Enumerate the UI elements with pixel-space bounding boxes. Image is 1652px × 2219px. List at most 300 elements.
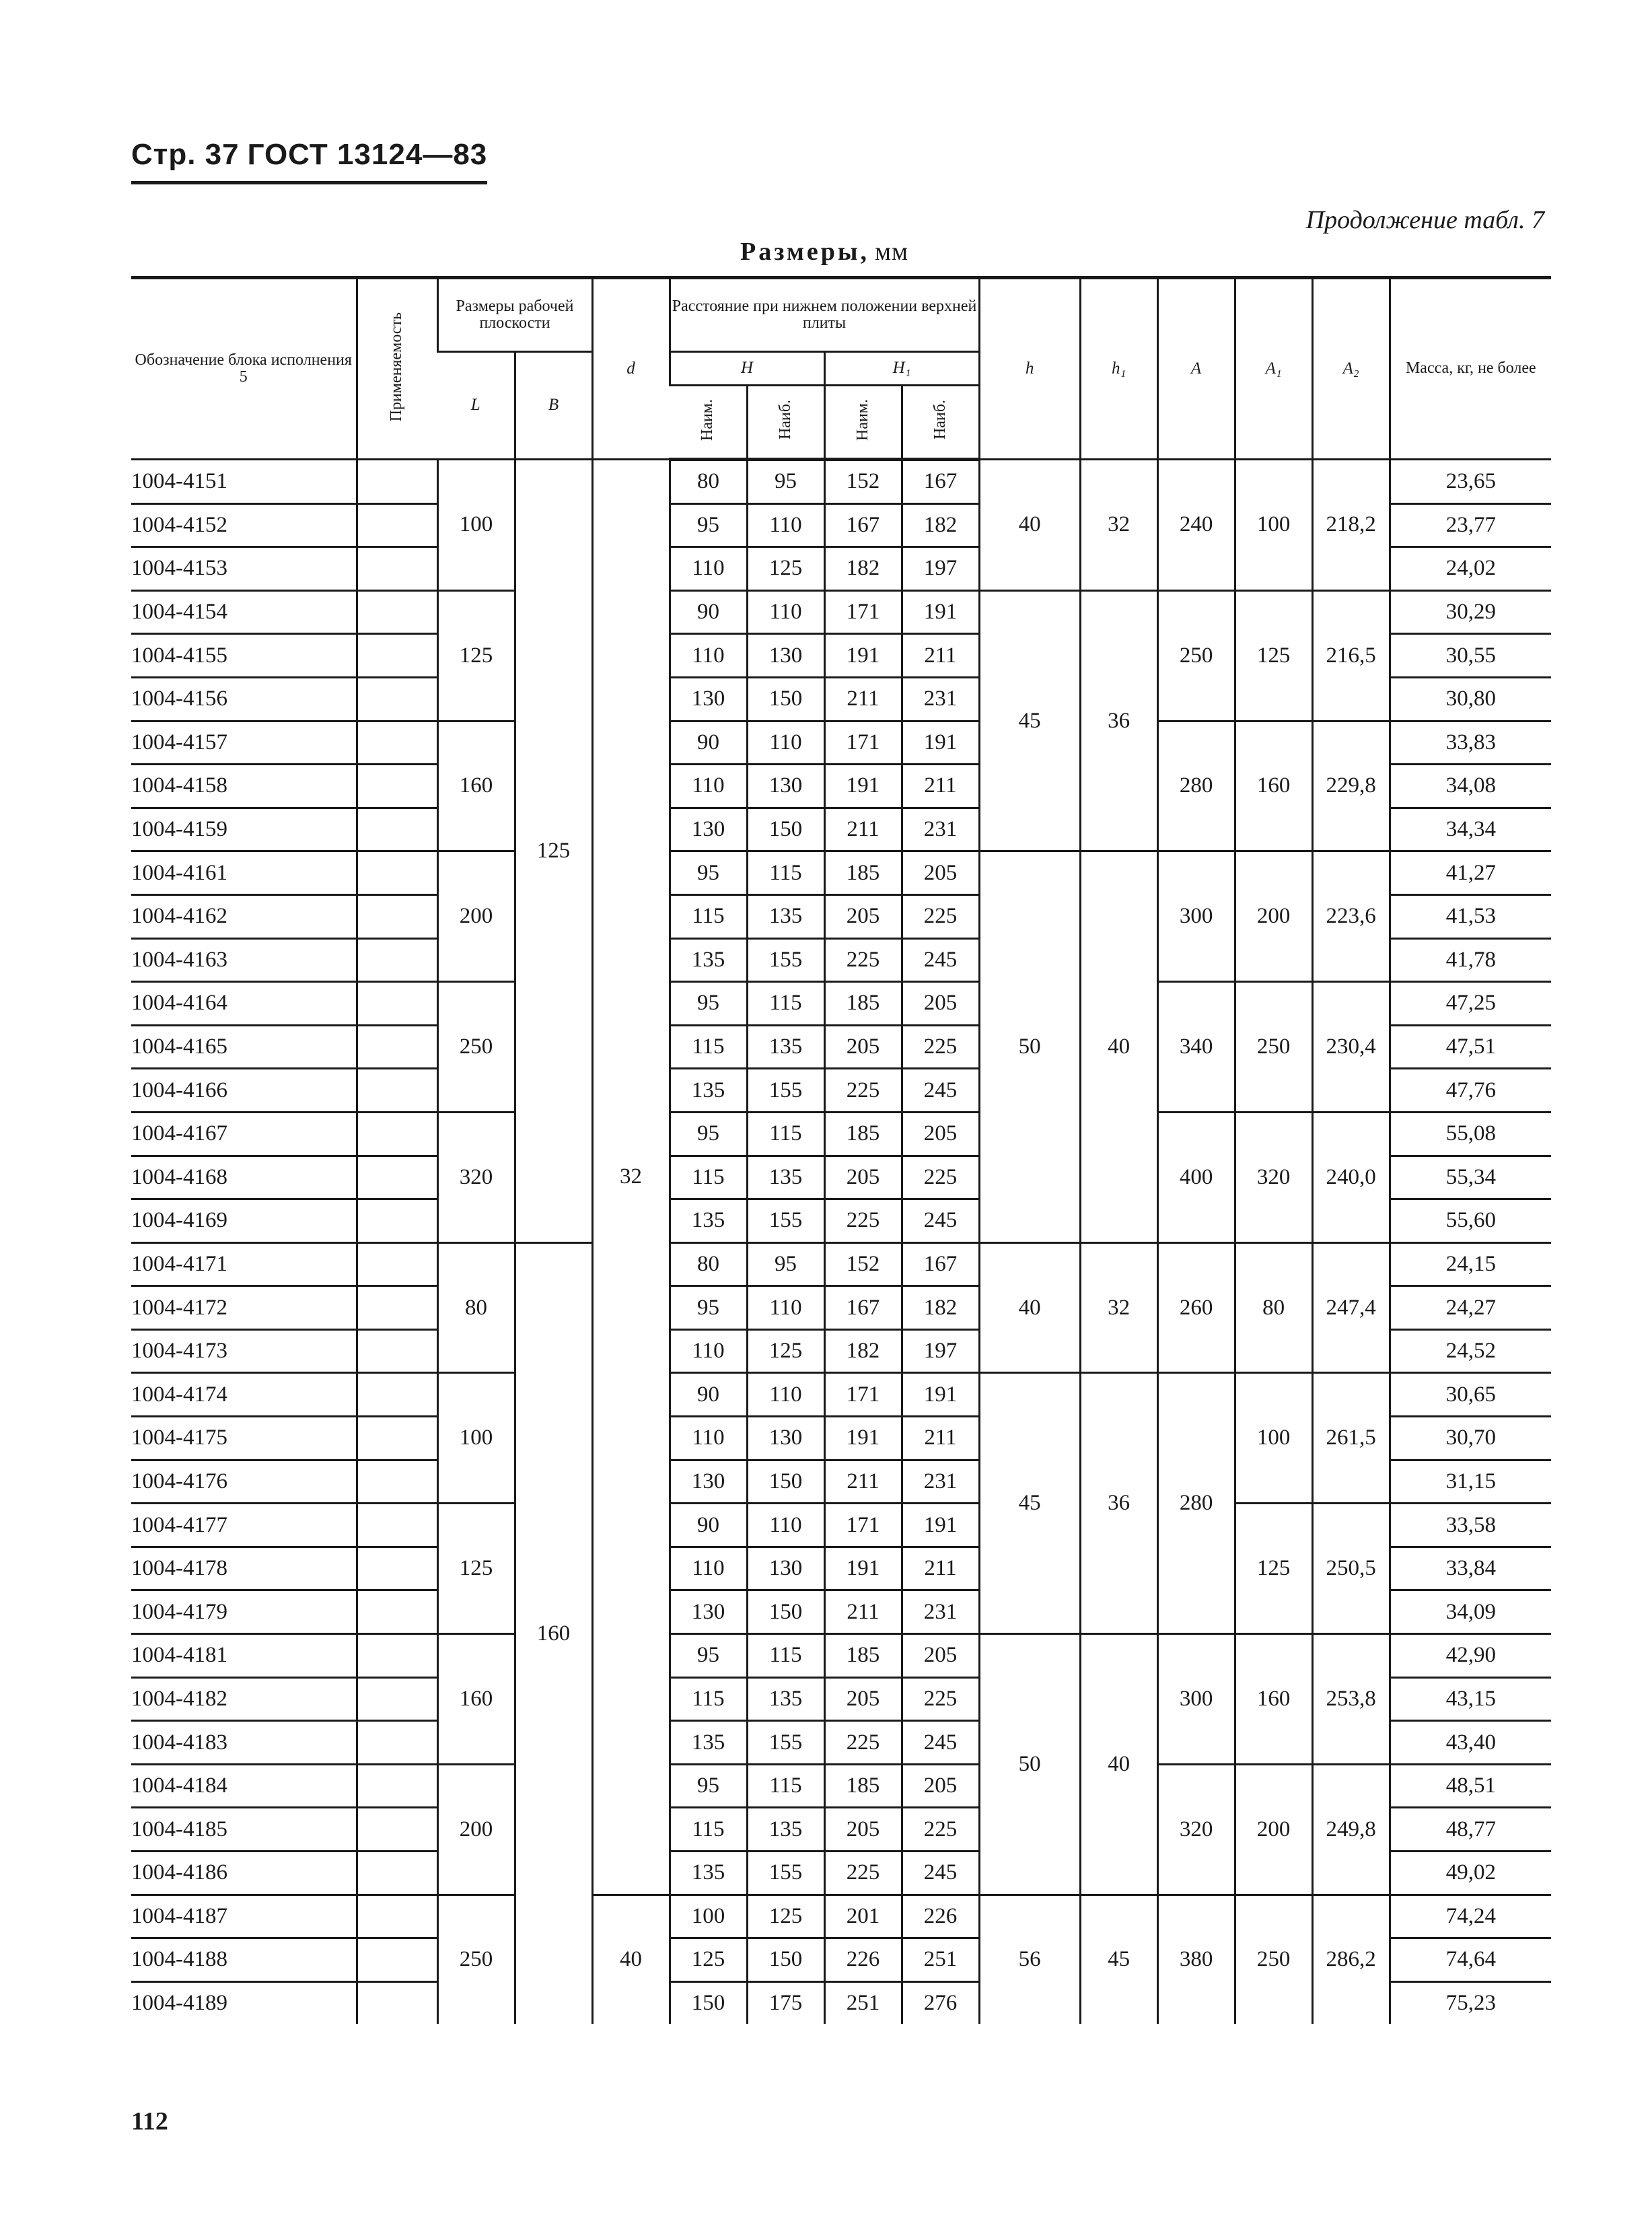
header-h1: h₁ <box>1080 278 1157 460</box>
header-L: L <box>437 352 515 460</box>
H-min-cell: 135 <box>670 1852 747 1895</box>
mass-cell: 74,64 <box>1390 1938 1551 1982</box>
designation-cell: 1004-4187 <box>131 1895 357 1938</box>
mass-cell: 55,34 <box>1390 1156 1551 1199</box>
H-max-cell: 95 <box>747 460 824 504</box>
mass-cell: 34,09 <box>1390 1590 1551 1634</box>
header-designation: Обозначение блока исполнения 5 <box>131 278 357 460</box>
designation-cell: 1004-4176 <box>131 1460 357 1504</box>
h1-cell: 36 <box>1080 1373 1157 1634</box>
mass-cell: 41,78 <box>1390 938 1551 982</box>
mass-cell: 34,34 <box>1390 808 1551 851</box>
mass-cell: 42,90 <box>1390 1634 1551 1678</box>
H1-max-cell: 245 <box>902 1069 979 1113</box>
H1-max-cell: 191 <box>902 590 979 634</box>
designation-cell: 1004-4181 <box>131 1634 357 1678</box>
page-header-prefix: Стр. 37 <box>131 138 240 171</box>
mass-cell: 30,80 <box>1390 677 1551 721</box>
applicability-cell <box>357 1547 437 1590</box>
H-max-cell: 110 <box>747 503 824 547</box>
designation-cell: 1004-4156 <box>131 677 357 721</box>
designation-cell: 1004-4165 <box>131 1025 357 1069</box>
designation-cell: 1004-4162 <box>131 894 357 938</box>
applicability-cell <box>357 938 437 982</box>
H-max-cell: 155 <box>747 1069 824 1113</box>
applicability-cell <box>357 1852 437 1895</box>
mass-cell: 41,27 <box>1390 851 1551 895</box>
H-min-cell: 110 <box>670 1329 747 1373</box>
H1-min-cell: 167 <box>824 503 902 547</box>
table-row <box>131 590 1551 634</box>
H1-max-cell: 211 <box>902 765 979 808</box>
L-cell: 160 <box>437 1634 515 1765</box>
applicability-cell <box>357 1156 437 1199</box>
designation-cell: 1004-4186 <box>131 1852 357 1895</box>
mass-cell: 23,65 <box>1390 460 1551 504</box>
mass-cell: 24,15 <box>1390 1242 1551 1286</box>
H-min-cell: 95 <box>670 982 747 1026</box>
A-cell: 400 <box>1157 1112 1235 1242</box>
H-min-cell: 125 <box>670 1938 747 1982</box>
A-cell: 240 <box>1157 460 1235 591</box>
H1-min-cell: 225 <box>824 1852 902 1895</box>
H1-max-cell: 225 <box>902 1808 979 1852</box>
L-cell: 160 <box>437 721 515 851</box>
H-min-cell: 150 <box>670 1981 747 2024</box>
A-cell: 300 <box>1157 1634 1235 1765</box>
H-max-cell: 110 <box>747 1373 824 1417</box>
A-cell: 320 <box>1157 1764 1235 1895</box>
mass-cell: 41,53 <box>1390 894 1551 938</box>
H1-min-cell: 211 <box>824 808 902 851</box>
H1-max-cell: 231 <box>902 677 979 721</box>
applicability-cell <box>357 677 437 721</box>
A2-cell: 230,4 <box>1312 982 1390 1113</box>
designation-cell: 1004-4172 <box>131 1286 357 1330</box>
designation-cell: 1004-4166 <box>131 1069 357 1113</box>
A1-cell: 100 <box>1235 460 1312 591</box>
H1-min-cell: 185 <box>824 982 902 1026</box>
header-distance: Расстояние при нижнем положении верхней плиты <box>670 278 979 352</box>
applicability-cell <box>357 1721 437 1765</box>
L-cell: 125 <box>437 590 515 721</box>
A1-cell: 250 <box>1235 1895 1312 2024</box>
H1-max-cell: 225 <box>902 1156 979 1199</box>
applicability-cell <box>357 1199 437 1243</box>
mass-cell: 30,70 <box>1390 1417 1551 1460</box>
applicability-cell <box>357 1242 437 1286</box>
A2-cell: 286,2 <box>1312 1895 1390 2024</box>
header-H1-max <box>902 386 979 460</box>
H-max-cell: 155 <box>747 1852 824 1895</box>
designation-cell: 1004-4188 <box>131 1938 357 1982</box>
H-min-cell: 115 <box>670 1808 747 1852</box>
mass-cell: 47,76 <box>1390 1069 1551 1113</box>
A-cell: 340 <box>1157 982 1235 1113</box>
A-cell: 280 <box>1157 1373 1235 1634</box>
header-H1-max-text: Наиб. <box>931 400 949 440</box>
H1-max-cell: 182 <box>902 1286 979 1330</box>
H-min-cell: 80 <box>670 460 747 504</box>
H1-min-cell: 225 <box>824 1721 902 1765</box>
h1-cell: 45 <box>1080 1895 1157 2024</box>
applicability-cell <box>357 1590 437 1634</box>
H1-min-cell: 191 <box>824 765 902 808</box>
A1-cell: 125 <box>1235 1504 1312 1634</box>
applicability-cell <box>357 1938 437 1982</box>
L-cell: 250 <box>437 1895 515 2024</box>
header-A1: A₁ <box>1235 278 1312 460</box>
designation-cell: 1004-4173 <box>131 1329 357 1373</box>
H-max-cell: 155 <box>747 1721 824 1765</box>
A1-cell: 200 <box>1235 851 1312 982</box>
H1-max-cell: 245 <box>902 938 979 982</box>
L-cell: 80 <box>437 1242 515 1373</box>
units-mm: мм <box>875 238 909 266</box>
H1-min-cell: 167 <box>824 1286 902 1330</box>
applicability-cell <box>357 982 437 1026</box>
A-cell: 380 <box>1157 1895 1235 2024</box>
A1-cell: 80 <box>1235 1242 1312 1373</box>
H-max-cell: 115 <box>747 982 824 1026</box>
H1-min-cell: 171 <box>824 1373 902 1417</box>
applicability-cell <box>357 808 437 851</box>
H1-min-cell: 185 <box>824 1764 902 1808</box>
A1-cell: 250 <box>1235 982 1312 1113</box>
h1-cell: 36 <box>1080 590 1157 851</box>
designation-cell: 1004-4158 <box>131 765 357 808</box>
H-max-cell: 135 <box>747 1156 824 1199</box>
h-cell: 45 <box>979 590 1080 851</box>
h-cell: 50 <box>979 1634 1080 1895</box>
designation-cell: 1004-4154 <box>131 590 357 634</box>
H1-min-cell: 205 <box>824 894 902 938</box>
H-min-cell: 110 <box>670 634 747 678</box>
H-min-cell: 135 <box>670 1721 747 1765</box>
A2-cell: 223,6 <box>1312 851 1390 982</box>
H1-min-cell: 185 <box>824 1112 902 1156</box>
H-max-cell: 110 <box>747 721 824 765</box>
A2-cell: 218,2 <box>1312 460 1390 591</box>
applicability-cell <box>357 1025 437 1069</box>
header-A: A <box>1157 278 1235 460</box>
H-max-cell: 115 <box>747 1112 824 1156</box>
mass-cell: 33,83 <box>1390 721 1551 765</box>
standard-number: ГОСТ 13124—83 <box>247 138 488 171</box>
A1-cell: 200 <box>1235 1764 1312 1895</box>
designation-cell: 1004-4153 <box>131 547 357 591</box>
designation-cell: 1004-4161 <box>131 851 357 895</box>
header-h: h <box>979 278 1080 460</box>
H-min-cell: 90 <box>670 1373 747 1417</box>
mass-cell: 49,02 <box>1390 1852 1551 1895</box>
H-max-cell: 155 <box>747 1199 824 1243</box>
header-H1-min-text: Наим. <box>853 398 871 441</box>
designation-cell: 1004-4169 <box>131 1199 357 1243</box>
applicability-cell <box>357 503 437 547</box>
H-min-cell: 135 <box>670 1069 747 1113</box>
designation-cell: 1004-4177 <box>131 1504 357 1547</box>
h-cell: 56 <box>979 1895 1080 2024</box>
H1-min-cell: 201 <box>824 1895 902 1938</box>
H1-min-cell: 251 <box>824 1981 902 2024</box>
H-min-cell: 95 <box>670 1112 747 1156</box>
H-min-cell: 90 <box>670 590 747 634</box>
H1-max-cell: 205 <box>902 1634 979 1678</box>
H1-max-cell: 197 <box>902 547 979 591</box>
designation-cell: 1004-4174 <box>131 1373 357 1417</box>
A2-cell: 250,5 <box>1312 1504 1390 1634</box>
L-cell: 125 <box>437 1504 515 1634</box>
H1-max-cell: 245 <box>902 1199 979 1243</box>
applicability-cell <box>357 721 437 765</box>
designation-cell: 1004-4171 <box>131 1242 357 1286</box>
H1-max-cell: 205 <box>902 982 979 1026</box>
applicability-cell <box>357 1677 437 1721</box>
H1-max-cell: 191 <box>902 1373 979 1417</box>
mass-cell: 47,25 <box>1390 982 1551 1026</box>
designation-cell: 1004-4151 <box>131 460 357 504</box>
applicability-cell <box>357 894 437 938</box>
header-mass: Масса, кг, не более <box>1390 278 1551 460</box>
applicability-cell <box>357 1373 437 1417</box>
units-label <box>740 237 908 267</box>
designation-cell: 1004-4152 <box>131 503 357 547</box>
designation-cell: 1004-4182 <box>131 1677 357 1721</box>
header-work-area: Размеры рабочей плоскости <box>437 278 592 352</box>
A-cell: 280 <box>1157 721 1235 851</box>
H1-max-cell: 167 <box>902 460 979 504</box>
H1-min-cell: 211 <box>824 1590 902 1634</box>
H-max-cell: 115 <box>747 851 824 895</box>
h-cell: 45 <box>979 1373 1080 1634</box>
H-min-cell: 95 <box>670 503 747 547</box>
H1-max-cell: 205 <box>902 1112 979 1156</box>
H-min-cell: 110 <box>670 1417 747 1460</box>
H1-min-cell: 191 <box>824 634 902 678</box>
A2-cell: 240,0 <box>1312 1112 1390 1242</box>
A2-cell: 216,5 <box>1312 590 1390 721</box>
H-max-cell: 135 <box>747 1025 824 1069</box>
H1-max-cell: 211 <box>902 1547 979 1590</box>
table-row <box>131 1634 1551 1678</box>
dimensions-table-wrapper <box>131 276 1551 2024</box>
applicability-cell <box>357 547 437 591</box>
h1-cell: 32 <box>1080 1242 1157 1373</box>
header-H-min <box>670 386 747 460</box>
designation-cell: 1004-4163 <box>131 938 357 982</box>
A1-cell: 100 <box>1235 1373 1312 1504</box>
dimensions-table <box>131 276 1551 2024</box>
applicability-cell <box>357 1069 437 1113</box>
H-min-cell: 135 <box>670 938 747 982</box>
table-row <box>131 1242 1551 1286</box>
page-number: 112 <box>131 2107 168 2136</box>
H-min-cell: 115 <box>670 1156 747 1199</box>
designation-cell: 1004-4184 <box>131 1764 357 1808</box>
A1-cell: 160 <box>1235 721 1312 851</box>
mass-cell: 48,51 <box>1390 1764 1551 1808</box>
designation-cell: 1004-4179 <box>131 1590 357 1634</box>
H1-min-cell: 211 <box>824 1460 902 1504</box>
H-min-cell: 130 <box>670 808 747 851</box>
mass-cell: 30,65 <box>1390 1373 1551 1417</box>
header-applicability-text: Применяемость <box>388 312 406 422</box>
H1-min-cell: 182 <box>824 547 902 591</box>
mass-cell: 33,58 <box>1390 1504 1551 1547</box>
H-max-cell: 130 <box>747 765 824 808</box>
H-min-cell: 90 <box>670 721 747 765</box>
H-max-cell: 110 <box>747 1504 824 1547</box>
H-max-cell: 115 <box>747 1634 824 1678</box>
d-cell: 40 <box>592 1895 670 2024</box>
H-max-cell: 125 <box>747 1329 824 1373</box>
table-row <box>131 721 1551 765</box>
H1-min-cell: 152 <box>824 460 902 504</box>
H-max-cell: 155 <box>747 938 824 982</box>
H1-max-cell: 197 <box>902 1329 979 1373</box>
A2-cell: 261,5 <box>1312 1373 1390 1504</box>
designation-cell: 1004-4157 <box>131 721 357 765</box>
d-cell: 32 <box>592 460 670 1895</box>
table-row <box>131 1764 1551 1808</box>
H-max-cell: 150 <box>747 808 824 851</box>
applicability-cell <box>357 460 437 504</box>
L-cell: 250 <box>437 982 515 1113</box>
H-max-cell: 150 <box>747 1590 824 1634</box>
mass-cell: 47,51 <box>1390 1025 1551 1069</box>
table-row <box>131 1373 1551 1417</box>
A2-cell: 229,8 <box>1312 721 1390 851</box>
H-min-cell: 95 <box>670 1764 747 1808</box>
H1-min-cell: 171 <box>824 590 902 634</box>
H1-min-cell: 225 <box>824 938 902 982</box>
H1-max-cell: 231 <box>902 1590 979 1634</box>
H-min-cell: 130 <box>670 677 747 721</box>
mass-cell: 33,84 <box>1390 1547 1551 1590</box>
header-H: H <box>670 352 824 386</box>
H1-max-cell: 211 <box>902 634 979 678</box>
A1-cell: 320 <box>1235 1112 1312 1242</box>
mass-cell: 31,15 <box>1390 1460 1551 1504</box>
L-cell: 320 <box>437 1112 515 1242</box>
designation-cell: 1004-4155 <box>131 634 357 678</box>
H1-min-cell: 185 <box>824 1634 902 1678</box>
H-min-cell: 115 <box>670 1025 747 1069</box>
mass-cell: 24,02 <box>1390 547 1551 591</box>
H-min-cell: 95 <box>670 1634 747 1678</box>
H1-min-cell: 171 <box>824 721 902 765</box>
H-max-cell: 130 <box>747 634 824 678</box>
H-max-cell: 95 <box>747 1242 824 1286</box>
mass-cell: 55,08 <box>1390 1112 1551 1156</box>
page-header <box>131 138 487 184</box>
H1-max-cell: 225 <box>902 1025 979 1069</box>
A-cell: 300 <box>1157 851 1235 982</box>
H1-max-cell: 226 <box>902 1895 979 1938</box>
H-min-cell: 95 <box>670 1286 747 1330</box>
H1-max-cell: 167 <box>902 1242 979 1286</box>
applicability-cell <box>357 1417 437 1460</box>
mass-cell: 30,29 <box>1390 590 1551 634</box>
H-max-cell: 125 <box>747 547 824 591</box>
H1-max-cell: 245 <box>902 1721 979 1765</box>
designation-cell: 1004-4168 <box>131 1156 357 1199</box>
applicability-cell <box>357 1112 437 1156</box>
table-header <box>131 278 1551 460</box>
table-row <box>131 1504 1551 1547</box>
header-H-max <box>747 386 824 460</box>
H1-min-cell: 152 <box>824 1242 902 1286</box>
H1-max-cell: 182 <box>902 503 979 547</box>
h-cell: 50 <box>979 851 1080 1242</box>
H1-max-cell: 211 <box>902 1417 979 1460</box>
header-applicability <box>357 278 437 460</box>
header-d: d <box>592 278 670 460</box>
h-cell: 40 <box>979 460 1080 591</box>
H-min-cell: 110 <box>670 547 747 591</box>
H1-min-cell: 211 <box>824 677 902 721</box>
designation-cell: 1004-4167 <box>131 1112 357 1156</box>
applicability-cell <box>357 1895 437 1938</box>
designation-cell: 1004-4159 <box>131 808 357 851</box>
mass-cell: 30,55 <box>1390 634 1551 678</box>
A2-cell: 247,4 <box>1312 1242 1390 1373</box>
table-row <box>131 851 1551 895</box>
mass-cell: 34,08 <box>1390 765 1551 808</box>
applicability-cell <box>357 1808 437 1852</box>
H-min-cell: 115 <box>670 1677 747 1721</box>
designation-cell: 1004-4164 <box>131 982 357 1026</box>
applicability-cell <box>357 1504 437 1547</box>
H-max-cell: 125 <box>747 1895 824 1938</box>
A1-cell: 125 <box>1235 590 1312 721</box>
header-A2: A₂ <box>1312 278 1390 460</box>
H-min-cell: 110 <box>670 1547 747 1590</box>
table-row <box>131 460 1551 504</box>
applicability-cell <box>357 1634 437 1678</box>
H-min-cell: 90 <box>670 1504 747 1547</box>
header-H1: H₁ <box>824 352 979 386</box>
applicability-cell <box>357 1981 437 2024</box>
A2-cell: 249,8 <box>1312 1764 1390 1895</box>
applicability-cell <box>357 765 437 808</box>
B-cell: 160 <box>515 1242 592 2024</box>
mass-cell: 24,27 <box>1390 1286 1551 1330</box>
H-max-cell: 135 <box>747 1677 824 1721</box>
applicability-cell <box>357 1329 437 1373</box>
H1-min-cell: 185 <box>824 851 902 895</box>
applicability-cell <box>357 1764 437 1808</box>
designation-cell: 1004-4183 <box>131 1721 357 1765</box>
H-max-cell: 175 <box>747 1981 824 2024</box>
H1-max-cell: 231 <box>902 1460 979 1504</box>
H1-max-cell: 205 <box>902 851 979 895</box>
header-B: B <box>515 352 592 460</box>
h1-cell: 40 <box>1080 1634 1157 1895</box>
h1-cell: 40 <box>1080 851 1157 1242</box>
applicability-cell <box>357 851 437 895</box>
H-min-cell: 80 <box>670 1242 747 1286</box>
H-min-cell: 110 <box>670 765 747 808</box>
designation-cell: 1004-4189 <box>131 1991 227 2016</box>
H1-min-cell: 205 <box>824 1156 902 1199</box>
H-max-cell: 110 <box>747 590 824 634</box>
A2-cell: 253,8 <box>1312 1634 1390 1765</box>
applicability-cell <box>357 634 437 678</box>
h-cell: 40 <box>979 1242 1080 1373</box>
H-min-cell: 130 <box>670 1460 747 1504</box>
